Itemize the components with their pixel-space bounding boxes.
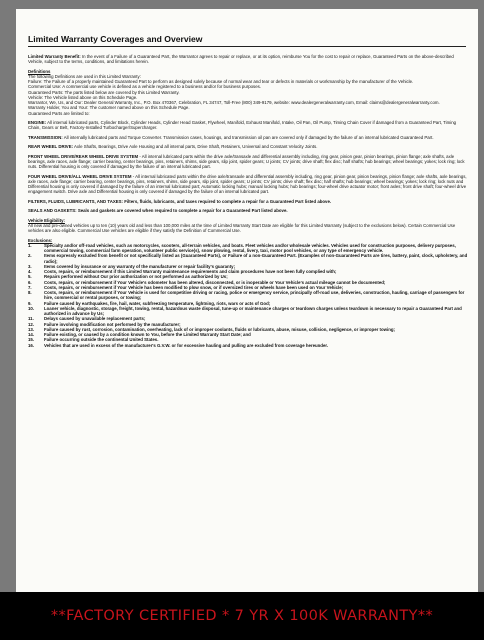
exclusion-text: Specialty and/or off-road vehicles, such as motorcycles, scooters, all-terrain vehicles, and boats. Fleet vehicles and/or wholesale vehicles. Vehicles used for construction purposes, delivery purposes, commercial towing, commercial farm operation, volunteer public service(s), snow plowing, rental, livery, taxi, motor pool vehicles, or any type of emergency vehicle.: [44, 242, 456, 254]
exclusion-text: Failure involving modification not performed by the manufacturer;: [44, 321, 181, 327]
exclusion-text: Costs, repairs, or reimbursement if this Limited Warranty maintenance requirements and claim procedures have not been fully complied with;: [44, 269, 337, 275]
coverage-text: Seals and gaskets are covered when required to complete a repair for a Guaranteed Part listed above.: [77, 208, 288, 214]
exclusion-text: Costs, repairs, or reimbursement if Your Vehicle is used for competitive driving or racing, police or emergency service, principally off-road use, deliveries, construction, hauling, carriage of passengers for hire, commercial or rental purposes, or towing;: [44, 290, 465, 301]
exclusion-text: Delays caused by unavailable replacement parts;: [44, 316, 146, 322]
eligibility-text: All new and pre-owned vehicles up to ten (10) years old and less than 100,000 miles at the time of Limited Warranty Start Date are eligible for this Limited Warranty (subject to the exclusions below). Certain Commercial Use vehicles are also eligible. Commercial Use vehicles are eligible if they satisfy the Definition of Commercial Use.: [28, 222, 456, 234]
exclusion-number: 5.: [28, 274, 32, 280]
intro-paragraph: [28, 54, 468, 65]
exclusion-text: Failure caused by earthquakes, fire, hail, water, subfreezing temperature, lightning, riots, wars or acts of God;: [44, 300, 271, 306]
coverage-label: FRONT WHEEL DRIVE/REAR WHEEL DRIVE SYSTEM: [28, 153, 139, 159]
list-item: [28, 306, 468, 317]
exclusion-number: 16.: [28, 342, 35, 348]
exclusion-number: 3.: [28, 263, 32, 269]
exclusions-list: [28, 243, 468, 348]
definitions-heading: Definitions: [28, 68, 51, 74]
exclusion-text: Loaner vehicle, diagnostic, storage, freight, towing, rental, hazardous waste disposal, tune-up or maintenance charges or teardown charges unless teardown is necessary to repair a Guaranteed Part and authorized in advance by Us;: [44, 305, 462, 317]
coverage-label: REAR WHEEL DRIVE:: [28, 144, 74, 150]
exclusion-number: 13.: [28, 326, 35, 332]
warranty-banner: [0, 592, 484, 640]
definition-line: Warrantor, We, Us, and Our: Dealer General Warranty, Inc., P.O. Box 470367, Celebration, FL 34747, Toll-Free (800) 349-9179, website: www.dealergeneralwarranty.com, Email: claims@dealergeneralwarranty.com.: [28, 100, 440, 106]
exclusion-number: 15.: [28, 337, 35, 343]
coverage-four-wheel-drive: [28, 174, 468, 195]
exclusion-number: 14.: [28, 332, 35, 338]
exclusion-text: Items covered by insurance or any warranty of the manufacturer or repair facility's guaranty;: [44, 263, 236, 269]
exclusion-number: 2.: [28, 253, 32, 259]
coverage-text: - All internal lubricated parts within the drive axle/transaxle and differential assembly including, ring gear, pinion gear, pinion bearings, pinion flange; axle shafts, axle bearings, axle races, axle flange; carrier bearing, center bearings, pins, retainers, shims, side gears, slip joint, spider gears; U joints; CV joints; drive shaft; flex disc; half shafts; hub bearings; wheel bearings; yokes; lock ring; lock nuts and Differential housing is only covered if damaged by the failure of an internal lubricated part; Automatic locking hubs; manual locking hubs; hub bearings; four-wheel drive actuator motor; front axles; front drive shaft; four-wheel drive engagement switch. Drive axle and Differential housing is only covered if damaged by the failure of an internal lubricated part.: [28, 173, 467, 195]
definition-line: Guaranteed Parts: The parts listed below are covered by this Limited Warranty.: [28, 89, 180, 95]
coverage-label: ENGINE:: [28, 120, 47, 126]
document-body: [28, 54, 468, 348]
exclusion-text: Repairs performed without Our prior authorization or not performed as authorized by Us;: [44, 274, 228, 280]
title-divider: [28, 46, 466, 47]
warranty-document: [16, 9, 478, 592]
definition-line: Vehicle: The Vehicle listed above on this Schedule Page.: [28, 94, 138, 100]
exclusion-number: 8.: [28, 290, 32, 296]
exclusion-text: Failure existing, or caused by a condition known to You, before the Limited Warranty Start Date; and: [44, 332, 251, 338]
exclusion-number: 1.: [28, 242, 32, 248]
exclusion-number: 10.: [28, 305, 35, 311]
definition-line: The following Definitions are used in this Limited Warranty:: [28, 73, 141, 79]
coverage-engine: [28, 120, 468, 131]
coverage-label: TRANSMISSION:: [28, 134, 63, 140]
banner-text: **FACTORY CERTIFIED * 7 YR X 100K WARRANTY**: [50, 608, 434, 624]
coverage-label: SEALS AND GASKETS:: [28, 208, 77, 214]
definition-line: Commercial Use: A commercial use vehicle is defined as a vehicle registered to a business and/or for business purposes.: [28, 84, 261, 90]
exclusions-section: [28, 238, 468, 348]
coverage-rear-wheel-drive: [28, 144, 468, 149]
exclusion-number: 9.: [28, 300, 32, 306]
coverage-seals-gaskets: [28, 208, 468, 213]
exclusion-text: Costs, repairs, or reimbursement if Your Vehicle's odometer has been altered, disconnected, or is inoperable or Your Vehicle's actual mileage cannot be documented;: [44, 279, 386, 285]
coverage-text: Filters, fluids, lubricants, and taxes required to complete a repair for a Guaranteed Part listed above.: [124, 198, 332, 204]
exclusion-text: Costs, repairs, or reimbursement if Your Vehicle has been modified to plow snow, or if oversized tires or wheels have been used on Your Vehicle;: [44, 284, 344, 290]
coverage-filters-fluids: [28, 199, 468, 204]
coverage-text: All internally lubricated parts and Torque Converter. Transmission cases, housings, and transmission oil pan are covered only if damaged by the failure of an internal lubricated Guaranteed Part.: [63, 134, 434, 140]
coverage-label: FILTERS, FLUIDS, LUBRICANTS, AND TAXES:: [28, 198, 123, 204]
intro-text: In the event of a Failure of a Guaranteed Part, the Warrantor agrees to repair or replace, or at its option, reimburse You for the cost to repair or replace, Guaranteed Parts on the above-described Vehicle, subject to the terms, conditions, and limitations herein.: [28, 54, 454, 65]
list-item: [28, 343, 468, 348]
exclusion-text: Failure occurring outside the continental United States.: [44, 337, 159, 343]
list-item: [28, 243, 468, 254]
coverage-label: FOUR WHEEL DRIVE/ALL WHEEL DRIVE SYSTEM: [28, 173, 132, 179]
definition-line: Failure: The Failure of a properly maintained Guaranteed Part to perform as designed solely because of normal wear and tear or defects in materials or workmanship by the manufacturer of the Vehicle.: [28, 79, 414, 85]
coverage-text: - All internal lubricated parts within the drive axle/transaxle and differential assembly including, ring gear, pinion gear, pinion bearings, pinion flange; axle shafts, axle bearings, axle races, axle flange; carrier bearing, center bearings, pins, retainers, shims, side gears, slip joint, spider gears; U joints; CV joints; drive shaft; flex disc; half shafts; hub bearings; wheel bearings; yokes; lock ring; lock nuts. Differential housing is only covered if damaged by the failure of an internal lubricated part.: [28, 153, 465, 170]
document-title: Limited Warranty Coverages and Overview: [28, 34, 203, 44]
definition-line: Guaranteed Parts are limited to:: [28, 110, 90, 116]
list-item: [28, 290, 468, 301]
list-item: [28, 253, 468, 264]
definition-line: Warranty Holder, You and Your: The customer named above on this Schedule Page.: [28, 105, 190, 111]
exclusion-number: 4.: [28, 269, 32, 275]
eligibility-section: [28, 218, 468, 234]
exclusion-number: 7.: [28, 284, 32, 290]
coverage-text: Axle Shafts, Bearings, Drive Axle Housing and all internal parts, Drive Shaft, Retainers, Universal and Constant Velocity Joints.: [74, 144, 318, 150]
exclusion-number: 11.: [28, 316, 34, 322]
exclusion-text: Items expressly excluded from benefit or not specifically listed as (Guaranteed Parts), or Failure of a non-Guaranteed Part. (Examples of non-Guaranteed Parts are tires, battery, paint, clock, upholstery, and radio);: [44, 253, 468, 264]
exclusion-text: Vehicles that are used in excess of the manufacturer's G.V.W. or for excessive hauling and pulling are excluded from coverage hereunder.: [44, 342, 329, 348]
coverage-text: All internal lubricated parts, Cylinder Block, Cylinder Heads, Cylinder Head Gasket, Flywheel, Manifold, Exhaust Manifold, Intake, Oil Pan, Oil Pump, Timing Chain Cover if damaged from a Guaranteed Part, Timing Chain, Gears or Belt, Factory-Installed Turbocharger/Supercharger.: [28, 120, 457, 131]
intro-label: Limited Warranty Benefit:: [28, 54, 81, 59]
exclusion-number: 6.: [28, 279, 32, 285]
exclusion-text: Failure caused by rust, corrosion, contamination, overheating, lack of or improper coolants, fluids or lubricants, abuse, misuse, collision, negligence, or improper towing;: [44, 326, 395, 332]
coverage-front-wheel-drive: [28, 154, 468, 170]
exclusion-number: 12.: [28, 321, 35, 327]
eligibility-heading: Vehicle Eligibility:: [28, 217, 65, 223]
exclusions-heading: Exclusions:: [28, 237, 53, 243]
coverage-transmission: [28, 135, 468, 140]
definitions-section: [28, 69, 468, 116]
